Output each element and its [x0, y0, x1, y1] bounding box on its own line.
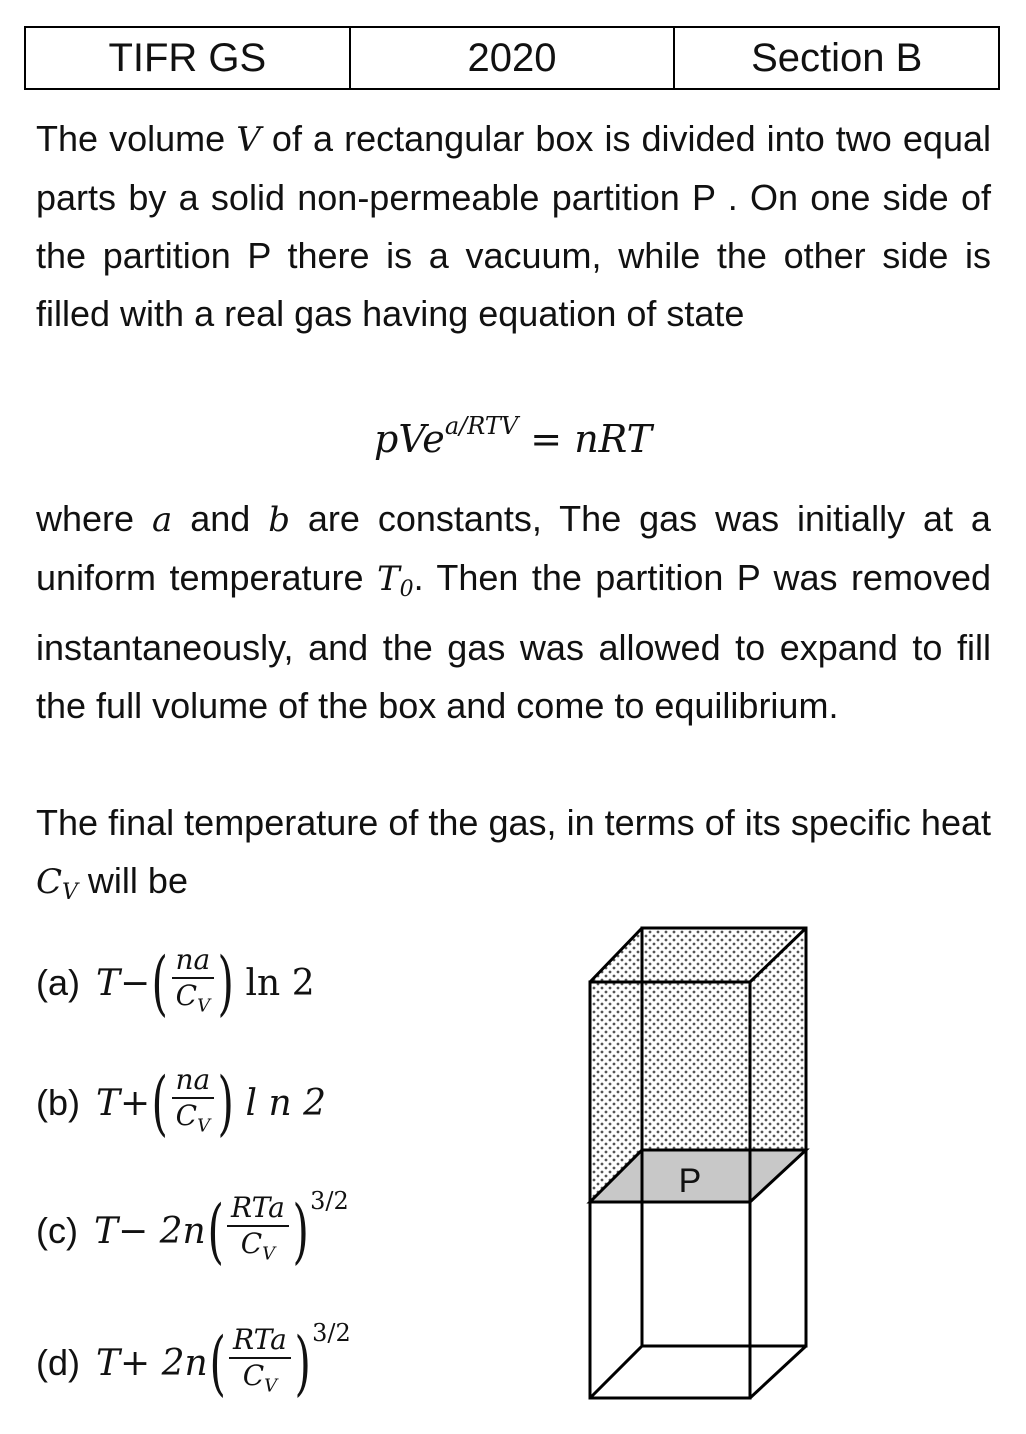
right-paren: )	[217, 1062, 235, 1144]
partitioned-box-diagram	[580, 918, 816, 1404]
fraction-numerator: na	[172, 943, 215, 979]
temperature-subscript: 0	[399, 577, 414, 602]
specific-heat-letter: C	[36, 862, 63, 902]
fraction-denominator	[176, 1099, 210, 1144]
fraction	[227, 1191, 289, 1272]
log-term: l n 2	[245, 1082, 327, 1124]
fraction	[172, 1063, 215, 1144]
volume-symbol: V	[236, 120, 261, 160]
fraction-numerator: na	[172, 1063, 215, 1099]
equation-of-state	[0, 412, 1026, 461]
exponent: 3/2	[312, 1318, 351, 1347]
denominator-letter: C	[240, 1226, 263, 1260]
operator: + 2n	[120, 1342, 208, 1384]
left-paren: (	[151, 942, 169, 1024]
operator: −	[120, 962, 151, 1004]
fraction-denominator	[176, 979, 210, 1024]
text-span: will be	[87, 860, 188, 901]
temperature-symbol: T	[376, 559, 400, 599]
specific-heat-subscript: V	[62, 880, 78, 905]
exam-section: Section B	[751, 35, 923, 80]
temperature-symbol: T	[96, 1082, 121, 1124]
left-paren: (	[207, 1190, 224, 1272]
temperature-symbol: T	[93, 1210, 118, 1252]
partition-label: P	[678, 1162, 702, 1200]
exam-header-table	[24, 26, 1000, 90]
fraction-denominator	[243, 1359, 277, 1404]
question-paragraph-3	[36, 794, 991, 922]
option-expression	[96, 1063, 326, 1144]
right-paren: )	[292, 1190, 309, 1272]
denominator-subscript: V	[197, 1115, 211, 1137]
fraction-numerator: RTa	[229, 1323, 291, 1359]
operator: − 2n	[118, 1210, 206, 1252]
initial-temperature	[376, 559, 414, 602]
denominator-subscript: V	[262, 1243, 276, 1265]
log-term: ln 2	[245, 962, 315, 1004]
fraction	[229, 1323, 291, 1404]
fraction-denominator	[241, 1227, 275, 1272]
exponent: 3/2	[310, 1186, 349, 1215]
temperature-symbol: T	[96, 962, 121, 1004]
text-span: The final temperature of the gas, in terms of its specific heat	[36, 802, 991, 843]
operator: +	[120, 1082, 151, 1124]
denominator-letter: C	[175, 978, 198, 1012]
temperature-symbol: T	[96, 1342, 121, 1384]
option-c[interactable]	[36, 1186, 349, 1276]
option-expression	[96, 943, 315, 1024]
text-span: . Then the partition P was removed instantaneously, and the gas was allowed to expand to fill the full volume of the box and come to equilibrium.	[36, 557, 991, 726]
equation-lhs: pVe	[374, 417, 445, 461]
equation-exponent: a/RTV	[444, 412, 519, 440]
option-label: (c)	[36, 1210, 78, 1251]
option-label: (d)	[36, 1342, 80, 1383]
text-span: The volume	[36, 118, 226, 159]
fraction	[172, 943, 215, 1024]
option-label: (a)	[36, 962, 80, 1003]
option-expression	[93, 1186, 349, 1272]
text-span: where	[36, 498, 135, 539]
option-expression	[96, 1318, 351, 1404]
option-label: (b)	[36, 1082, 80, 1123]
exam-name: TIFR GS	[26, 28, 351, 88]
left-paren: (	[151, 1062, 169, 1144]
equation-rhs: = nRT	[518, 417, 652, 461]
text-span: are constants, The gas was initially at a uniform temperature	[36, 498, 991, 598]
specific-heat-symbol	[36, 862, 78, 905]
fraction-numerator: RTa	[227, 1191, 289, 1227]
question-paragraph-2	[36, 490, 991, 735]
denominator-letter: C	[175, 1098, 198, 1132]
left-paren: (	[209, 1322, 226, 1404]
text-span: and	[190, 498, 251, 539]
constant-a: a	[151, 500, 173, 540]
denominator-letter: C	[242, 1358, 265, 1392]
option-d[interactable]	[36, 1318, 351, 1408]
constant-b: b	[268, 500, 290, 540]
option-b[interactable]	[36, 1058, 326, 1148]
exam-year: 2020	[351, 28, 676, 88]
text-span: of a rectangular box is divided into two equal parts by a solid non-permeable partition P . On one side of the partition P there is a vacuum, while the other side is filled with a real gas having equation of state	[36, 118, 991, 334]
denominator-subscript: V	[197, 995, 211, 1017]
question-paragraph-1	[36, 110, 991, 343]
option-a[interactable]	[36, 938, 315, 1028]
right-paren: )	[217, 942, 235, 1024]
denominator-subscript: V	[264, 1375, 278, 1397]
right-paren: )	[294, 1322, 311, 1404]
